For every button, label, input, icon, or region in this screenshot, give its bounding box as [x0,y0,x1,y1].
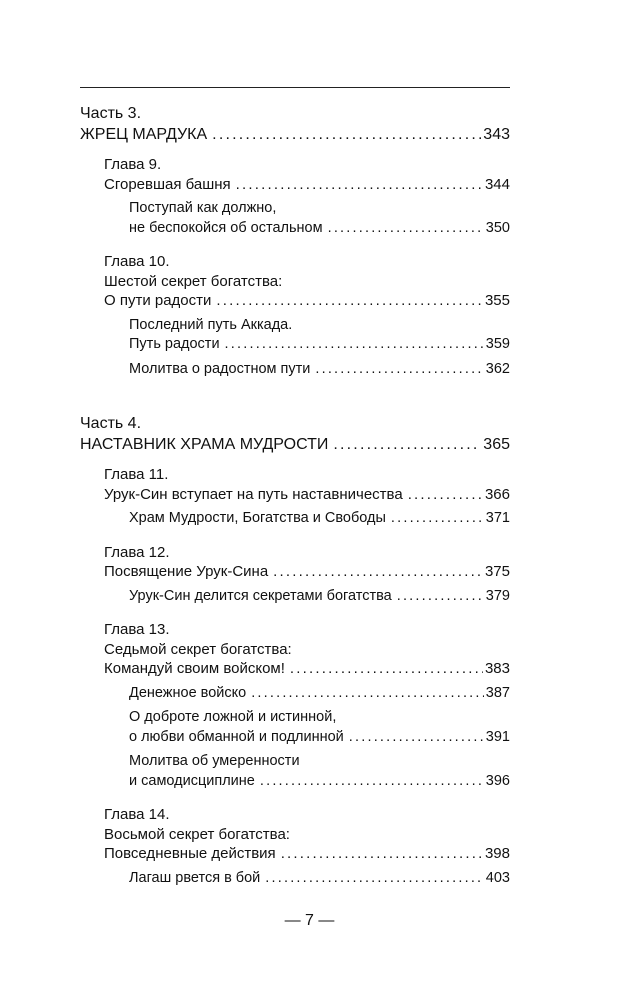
entry-row [129,509,510,529]
leader-dots [225,335,484,355]
chapter-list [80,155,510,379]
chapter-label: Глава 13. [104,621,170,638]
leader-dots [265,869,484,889]
entry-title-line: Сгоревшая башня [104,175,231,193]
page-number-ref: 344 [484,175,510,193]
entry-title-line: не беспокойся об остальном [129,219,323,236]
part-label: Часть 4. [80,415,142,432]
leader-dots [391,509,484,529]
part-label: Часть 3. [80,105,142,122]
leader-dots [349,728,484,748]
entry-row [129,772,510,792]
toc-section [129,752,510,791]
leader-dots [328,219,484,239]
entry-row [129,728,510,748]
page-number-ref: 383 [484,660,510,677]
chapter-label: Глава 11. [104,466,169,483]
leader-dots [315,360,483,380]
toc-part [80,413,510,888]
entry-row [104,291,510,311]
leader-dots [281,844,483,864]
page-number-ref: 379 [485,587,510,604]
leader-dots [212,124,481,145]
page-number-ref: 362 [485,360,510,377]
toc-chapter [104,155,510,238]
leader-dots [251,684,484,704]
leader-dots [333,434,481,455]
entry-title-line: Молитва о радостном пути [129,360,311,377]
part-title-row [80,434,510,455]
entry-title-line: Последний путь Аккада. [129,316,293,333]
header-rule [80,87,510,88]
entry-title-line: Лагаш рвется в бой [129,869,261,886]
page-number-ref: 387 [485,684,510,701]
toc-section [129,869,510,889]
page-number-ref: 366 [484,485,510,503]
page-number-ref: 359 [485,336,510,352]
part-title: НАСТАВНИК ХРАМА МУДРОСТИ [80,436,329,453]
entry-title-line: Путь радости [129,336,220,352]
entry-title-line: Молитва об умеренности [129,753,300,769]
part-title: ЖРЕЦ МАРДУКА [80,126,208,143]
page-number-ref: 375 [484,563,510,580]
toc-section [129,509,510,529]
entry-title-line: Урук-Син вступает на путь наставничества [104,485,403,503]
leader-dots [260,772,484,792]
section-list [104,199,510,238]
section-list [104,509,510,529]
section-list [104,316,510,380]
page-number-ref: 365 [483,436,510,453]
toc-chapter [104,620,510,791]
entry-title-line: и самодисциплине [129,772,255,789]
leader-dots [273,562,483,582]
chapter-list [80,465,510,888]
entry-row [129,869,510,889]
entry-row [104,562,510,582]
leader-dots [236,175,483,195]
entry-row [129,219,510,239]
entry-title-line: Денежное войско [129,684,247,701]
chapter-label: Глава 12. [104,543,170,561]
entry-title-line: Восьмой секрет богатства: [104,825,290,843]
table-of-contents [80,103,510,902]
entry-row [129,335,510,355]
toc-chapter [104,252,510,379]
entry-title-line: о любви обманной и подлинной [129,728,344,745]
page-number-ref: 396 [485,772,510,789]
page-number: — 7 — [284,912,335,929]
leader-dots [397,587,484,607]
toc-section [129,360,510,380]
page-number-ref: 343 [483,126,510,143]
entry-row [104,485,510,505]
entry-row [129,684,510,704]
section-list [104,869,510,889]
entry-row [104,175,510,195]
entry-title-line: Командуй своим войском! [104,660,285,677]
entry-title-line: Шестой секрет богатства: [104,272,283,290]
entry-row [129,360,510,380]
section-list [104,587,510,607]
entry-title-line: О доброте ложной и истинной, [129,709,337,725]
page-number-ref: 398 [484,845,510,862]
chapter-label: Глава 10. [104,253,170,270]
entry-title-line: Поступай как должно, [129,200,277,216]
entry-row [104,844,510,864]
leader-dots [290,659,483,679]
toc-section [129,587,510,607]
entry-title-line: Посвящение Урук-Сина [104,563,269,580]
entry-title-line: Храм Мудрости, Богатства и Свободы [129,510,386,526]
page-number-ref: 350 [485,219,510,236]
chapter-label: Глава 9. [104,156,162,173]
section-list [104,684,510,792]
entry-title-line: Урук-Син делится секретами богатства [129,587,392,604]
toc-section [129,684,510,704]
chapter-label: Глава 14. [104,806,170,823]
page-number-ref: 371 [485,510,510,526]
toc-section [129,708,510,747]
entry-title-line: Седьмой секрет богатства: [104,640,292,658]
part-title-row [80,124,510,145]
entry-title-line: О пути радости [104,292,212,309]
entry-title-line: Повседневные действия [104,845,276,862]
page-number-ref: 355 [484,292,510,309]
toc-chapter [104,465,510,529]
toc-chapter [104,543,510,607]
toc-part [80,103,510,379]
page-number-ref: 391 [485,728,510,745]
entry-row [129,587,510,607]
toc-section [129,199,510,238]
entry-row [104,659,510,679]
toc-chapter [104,805,510,888]
toc-section [129,316,510,355]
page-number-ref: 403 [485,869,510,886]
leader-dots [216,291,483,311]
leader-dots [408,485,483,505]
